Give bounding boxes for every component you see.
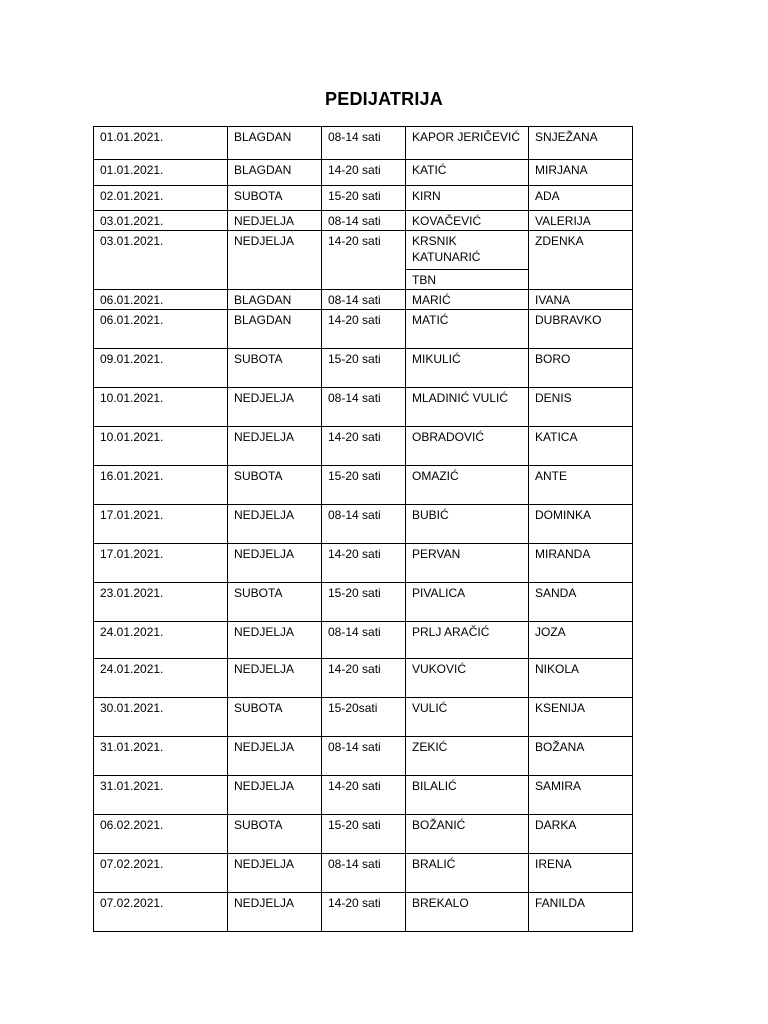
table-row	[94, 427, 633, 466]
shift-time-cell: 08-14 sati	[322, 505, 406, 544]
first-name-cell: ANTE	[529, 466, 633, 505]
shift-time-cell: 14-20 sati	[322, 310, 406, 349]
duty-schedule-table	[93, 126, 633, 932]
surname-cell: BUBIĆ	[406, 505, 529, 544]
date-cell: 17.01.2021.	[94, 505, 228, 544]
surname-cell: KATIĆ	[406, 160, 529, 186]
first-name-cell: IRENA	[529, 854, 633, 893]
table-row	[94, 737, 633, 776]
surname-cell: BRALIĆ	[406, 854, 529, 893]
table-row	[94, 659, 633, 698]
shift-time-cell: 15-20 sati	[322, 186, 406, 211]
day-type-cell: SUBOTA	[228, 815, 322, 854]
table-row	[94, 815, 633, 854]
surname-cell: BREKALO	[406, 893, 529, 932]
surname-cell: PERVAN	[406, 544, 529, 583]
first-name-cell: ADA	[529, 186, 633, 211]
shift-time-cell: 15-20 sati	[322, 815, 406, 854]
shift-time-cell: 14-20 sati	[322, 160, 406, 186]
surname-cell: KAPOR JERIČEVIĆ	[406, 127, 529, 160]
table-row	[94, 290, 633, 310]
surname-cell: KRSNIK KATUNARIĆ	[406, 231, 529, 270]
surname-cell: PIVALICA	[406, 583, 529, 622]
surname-cell: PRLJ ARAČIĆ	[406, 622, 529, 659]
shift-time-cell: 14-20 sati	[322, 776, 406, 815]
shift-time-cell: 14-20 sati	[322, 231, 406, 290]
first-name-cell: DUBRAVKO	[529, 310, 633, 349]
shift-time-cell: 08-14 sati	[322, 211, 406, 231]
first-name-cell: DARKA	[529, 815, 633, 854]
table-row	[94, 698, 633, 737]
table-row	[94, 186, 633, 211]
shift-time-cell: 14-20 sati	[322, 893, 406, 932]
table-row	[94, 854, 633, 893]
day-type-cell: NEDJELJA	[228, 544, 322, 583]
date-cell: 10.01.2021.	[94, 427, 228, 466]
shift-time-cell: 14-20 sati	[322, 427, 406, 466]
surname-cell: OBRADOVIĆ	[406, 427, 529, 466]
shift-time-cell: 14-20 sati	[322, 544, 406, 583]
first-name-cell: VALERIJA	[529, 211, 633, 231]
surname-cell: MATIĆ	[406, 310, 529, 349]
shift-time-cell: 08-14 sati	[322, 854, 406, 893]
first-name-cell: MIRJANA	[529, 160, 633, 186]
date-cell: 31.01.2021.	[94, 737, 228, 776]
table-row	[94, 211, 633, 231]
date-cell: 06.01.2021.	[94, 290, 228, 310]
table-row	[94, 466, 633, 505]
date-cell: 06.02.2021.	[94, 815, 228, 854]
first-name-cell: FANILDA	[529, 893, 633, 932]
day-type-cell: SUBOTA	[228, 466, 322, 505]
table-row	[94, 388, 633, 427]
shift-time-cell: 08-14 sati	[322, 737, 406, 776]
day-type-cell: SUBOTA	[228, 583, 322, 622]
day-type-cell: BLAGDAN	[228, 310, 322, 349]
date-cell: 10.01.2021.	[94, 388, 228, 427]
first-name-cell: DOMINKA	[529, 505, 633, 544]
date-cell: 17.01.2021.	[94, 544, 228, 583]
date-cell: 03.01.2021.	[94, 231, 228, 290]
first-name-cell: NIKOLA	[529, 659, 633, 698]
shift-time-cell: 08-14 sati	[322, 127, 406, 160]
day-type-cell: NEDJELJA	[228, 776, 322, 815]
surname-cell: MARIĆ	[406, 290, 529, 310]
first-name-cell: DENIS	[529, 388, 633, 427]
date-cell: 06.01.2021.	[94, 310, 228, 349]
date-cell: 07.02.2021.	[94, 893, 228, 932]
date-cell: 03.01.2021.	[94, 211, 228, 231]
day-type-cell: NEDJELJA	[228, 427, 322, 466]
surname-cell: KOVAČEVIĆ	[406, 211, 529, 231]
day-type-cell: BLAGDAN	[228, 127, 322, 160]
page-title: PEDIJATRIJA	[325, 89, 443, 109]
shift-time-cell: 15-20sati	[322, 698, 406, 737]
date-cell: 23.01.2021.	[94, 583, 228, 622]
day-type-cell: SUBOTA	[228, 698, 322, 737]
first-name-cell: KATICA	[529, 427, 633, 466]
day-type-cell: BLAGDAN	[228, 290, 322, 310]
day-type-cell: NEDJELJA	[228, 505, 322, 544]
date-cell: 01.01.2021.	[94, 160, 228, 186]
first-name-cell: MIRANDA	[529, 544, 633, 583]
day-type-cell: NEDJELJA	[228, 854, 322, 893]
table-row	[94, 893, 633, 932]
first-name-cell: SANDA	[529, 583, 633, 622]
surname-cell: VULIĆ	[406, 698, 529, 737]
first-name-cell: IVANA	[529, 290, 633, 310]
shift-time-cell: 08-14 sati	[322, 388, 406, 427]
date-cell: 24.01.2021.	[94, 659, 228, 698]
surname-cell: ZEKIĆ	[406, 737, 529, 776]
first-name-cell: BOŽANA	[529, 737, 633, 776]
table-row	[94, 544, 633, 583]
shift-time-cell: 15-20 sati	[322, 466, 406, 505]
table-row	[94, 583, 633, 622]
first-name-cell: SNJEŽANA	[529, 127, 633, 160]
day-type-cell: NEDJELJA	[228, 737, 322, 776]
table-row	[94, 776, 633, 815]
surname-cell: MLADINIĆ VULIĆ	[406, 388, 529, 427]
table-row	[94, 505, 633, 544]
shift-time-cell: 08-14 sati	[322, 290, 406, 310]
date-cell: 24.01.2021.	[94, 622, 228, 659]
first-name-cell: JOZA	[529, 622, 633, 659]
day-type-cell: NEDJELJA	[228, 211, 322, 231]
first-name-cell: ZDENKA	[529, 231, 633, 290]
surname-cell: MIKULIĆ	[406, 349, 529, 388]
first-name-cell: KSENIJA	[529, 698, 633, 737]
date-cell: 09.01.2021.	[94, 349, 228, 388]
date-cell: 30.01.2021.	[94, 698, 228, 737]
date-cell: 31.01.2021.	[94, 776, 228, 815]
date-cell: 02.01.2021.	[94, 186, 228, 211]
shift-time-cell: 15-20 sati	[322, 349, 406, 388]
table-row	[94, 622, 633, 659]
table-row	[94, 310, 633, 349]
day-type-cell: NEDJELJA	[228, 893, 322, 932]
surname-cell: OMAZIĆ	[406, 466, 529, 505]
day-type-cell: NEDJELJA	[228, 388, 322, 427]
table-row	[94, 160, 633, 186]
day-type-cell: NEDJELJA	[228, 622, 322, 659]
surname-cell: VUKOVIĆ	[406, 659, 529, 698]
day-type-cell: SUBOTA	[228, 349, 322, 388]
surname-cell: KIRN	[406, 186, 529, 211]
date-cell: 16.01.2021.	[94, 466, 228, 505]
shift-time-cell: 08-14 sati	[322, 622, 406, 659]
table-row	[94, 349, 633, 388]
date-cell: 01.01.2021.	[94, 127, 228, 160]
day-type-cell: SUBOTA	[228, 186, 322, 211]
shift-time-cell: 15-20 sati	[322, 583, 406, 622]
surname-cell: BOŽANIĆ	[406, 815, 529, 854]
shift-time-cell: 14-20 sati	[322, 659, 406, 698]
day-type-cell: NEDJELJA	[228, 231, 322, 290]
table-row	[94, 127, 633, 160]
table-row	[94, 231, 633, 270]
day-type-cell: NEDJELJA	[228, 659, 322, 698]
first-name-cell: SAMIRA	[529, 776, 633, 815]
surname-cell: BILALIĆ	[406, 776, 529, 815]
first-name-cell: BORO	[529, 349, 633, 388]
day-type-cell: BLAGDAN	[228, 160, 322, 186]
surname-extra-cell: TBN	[406, 270, 529, 290]
date-cell: 07.02.2021.	[94, 854, 228, 893]
